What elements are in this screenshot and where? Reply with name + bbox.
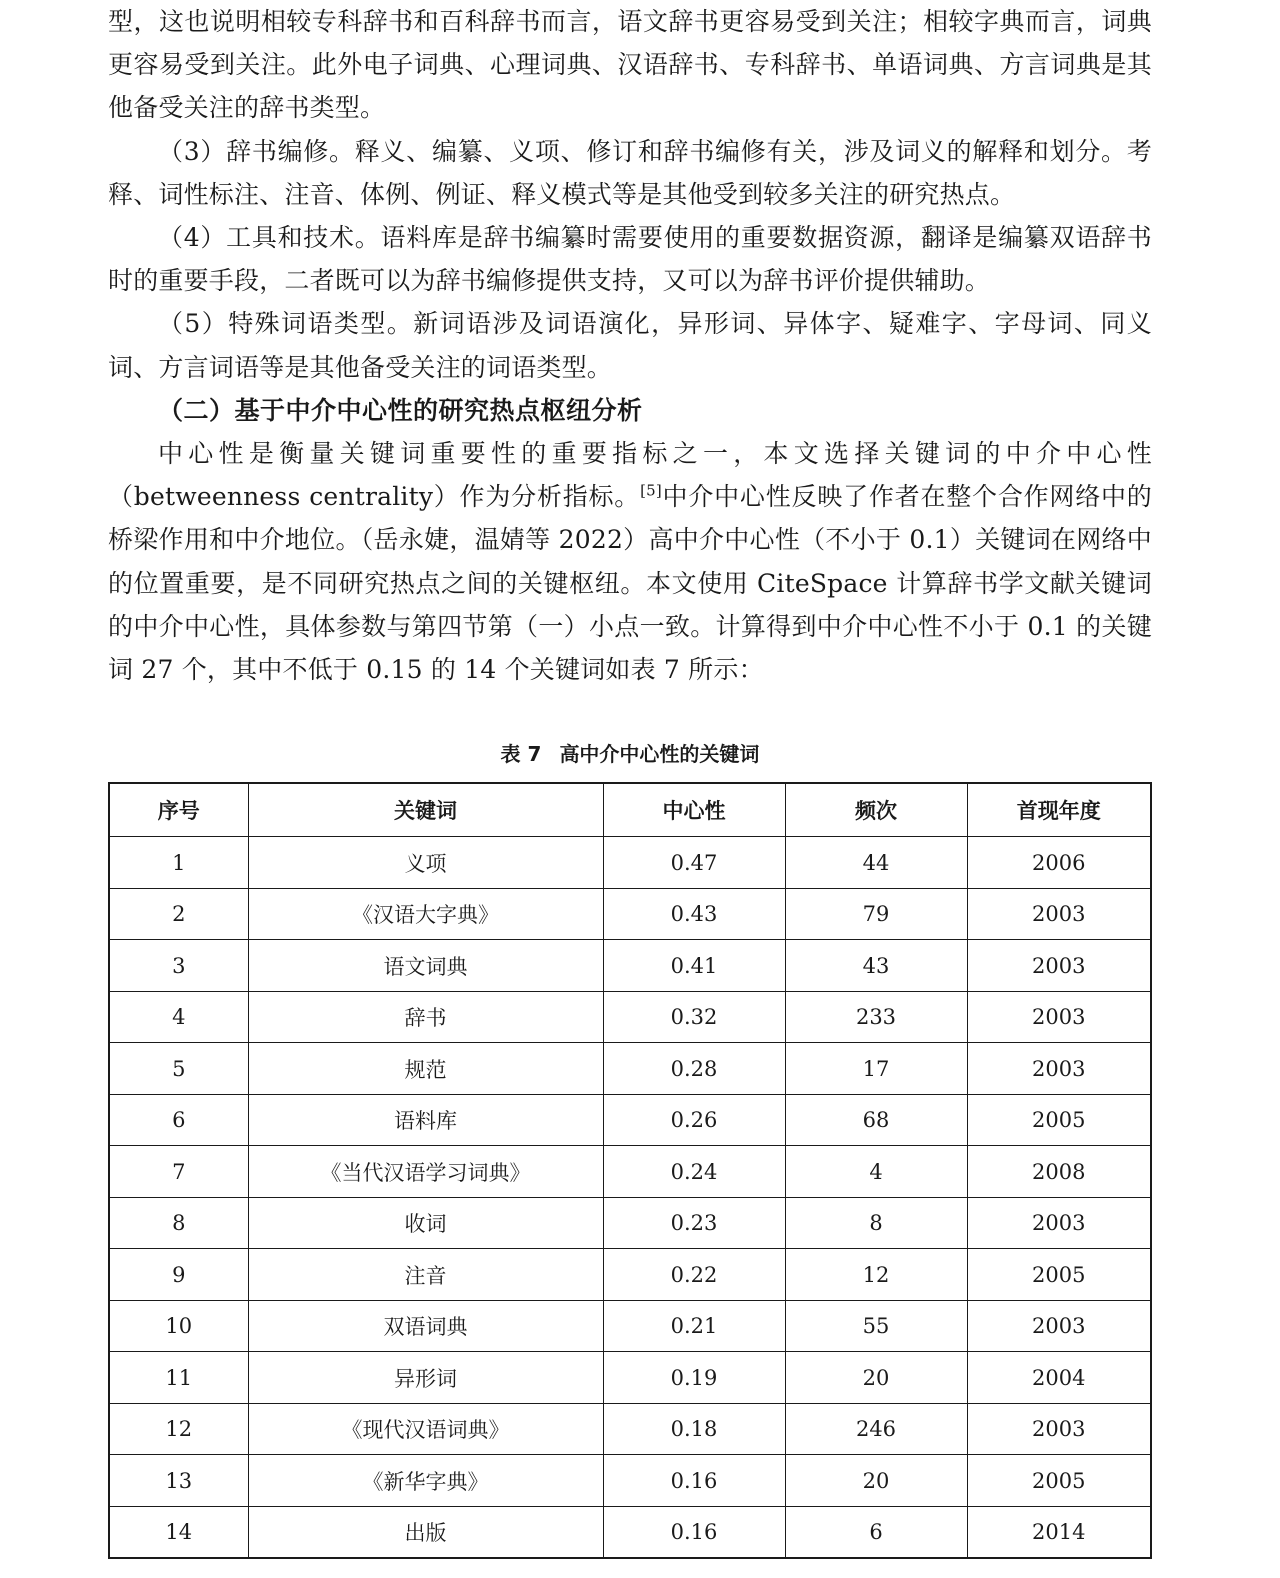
cell-index: 10 (109, 1300, 248, 1352)
cell-first-year: 2003 (967, 991, 1151, 1043)
cell-centrality: 0.21 (603, 1300, 785, 1352)
cell-centrality: 0.41 (603, 940, 785, 992)
cell-keyword: 出版 (248, 1506, 603, 1558)
cell-first-year: 2003 (967, 888, 1151, 940)
cell-index: 11 (109, 1352, 248, 1404)
cell-centrality: 0.43 (603, 888, 785, 940)
table-row (109, 888, 1151, 940)
cell-centrality: 0.28 (603, 1043, 785, 1095)
cell-frequency: 68 (785, 1094, 967, 1146)
table-row (109, 940, 1151, 992)
table-row (109, 1249, 1151, 1301)
paragraph-5-part-1: 中心性是衡量关键词重要性的重要指标之一，本文选择关键词的中介中心性（betweenness centrality）作为分析指标。 (108, 439, 1152, 512)
cell-frequency: 43 (785, 940, 967, 992)
cell-index: 12 (109, 1403, 248, 1455)
cell-index: 14 (109, 1506, 248, 1558)
paper-page (108, 0, 1152, 1559)
header-keyword: 关键词 (248, 783, 603, 837)
cell-first-year: 2005 (967, 1249, 1151, 1301)
cell-keyword: 义项 (248, 837, 603, 889)
cell-index: 8 (109, 1197, 248, 1249)
cell-keyword: 语料库 (248, 1094, 603, 1146)
cell-centrality: 0.23 (603, 1197, 785, 1249)
table-row (109, 1197, 1151, 1249)
table-row (109, 1506, 1151, 1558)
cell-keyword: 双语词典 (248, 1300, 603, 1352)
cell-keyword: 注音 (248, 1249, 603, 1301)
table-row (109, 991, 1151, 1043)
cell-index: 7 (109, 1146, 248, 1198)
cell-first-year: 2004 (967, 1352, 1151, 1404)
cell-index: 6 (109, 1094, 248, 1146)
header-first-year: 首现年度 (967, 783, 1151, 837)
table-row (109, 1403, 1151, 1455)
cell-keyword: 异形词 (248, 1352, 603, 1404)
citation-marker: [5] (640, 481, 662, 500)
cell-frequency: 20 (785, 1352, 967, 1404)
cell-frequency: 8 (785, 1197, 967, 1249)
cell-index: 9 (109, 1249, 248, 1301)
cell-frequency: 246 (785, 1403, 967, 1455)
body-paragraph-2: （3）辞书编修。释义、编纂、义项、修订和辞书编修有关，涉及词义的解释和划分。考释、词性标注、注音、体例、例证、释义模式等是其他受到较多关注的研究热点。 (108, 136, 1152, 209)
cell-first-year: 2006 (967, 837, 1151, 889)
cell-first-year: 2003 (967, 1403, 1151, 1455)
section-heading: （二）基于中介中心性的研究热点枢纽分析 (158, 395, 643, 425)
header-frequency: 频次 (785, 783, 967, 837)
cell-first-year: 2008 (967, 1146, 1151, 1198)
cell-centrality: 0.24 (603, 1146, 785, 1198)
cell-frequency: 233 (785, 991, 967, 1043)
header-index: 序号 (109, 783, 248, 837)
cell-keyword: 收词 (248, 1197, 603, 1249)
table-caption (108, 740, 1152, 768)
cell-index: 2 (109, 888, 248, 940)
cell-centrality: 0.22 (603, 1249, 785, 1301)
table-header-row (109, 783, 1151, 837)
table-row (109, 837, 1151, 889)
cell-keyword: 《新华字典》 (248, 1455, 603, 1507)
body-paragraph-4: （5）特殊词语类型。新词语涉及词语演化，异形词、异体字、疑难字、字母词、同义词、方言词语等是其他备受关注的词语类型。 (108, 309, 1152, 382)
cell-first-year: 2003 (967, 1197, 1151, 1249)
cell-centrality: 0.16 (603, 1455, 785, 1507)
table-caption-title: 高中介中心性的关键词 (559, 742, 760, 767)
cell-frequency: 20 (785, 1455, 967, 1507)
cell-keyword: 辞书 (248, 991, 603, 1043)
table-row (109, 1043, 1151, 1095)
cell-frequency: 79 (785, 888, 967, 940)
cell-frequency: 12 (785, 1249, 967, 1301)
cell-keyword: 语文词典 (248, 940, 603, 992)
cell-first-year: 2014 (967, 1506, 1151, 1558)
header-centrality: 中心性 (603, 783, 785, 837)
table-caption-number: 表 7 (500, 742, 542, 767)
cell-frequency: 17 (785, 1043, 967, 1095)
cell-first-year: 2005 (967, 1455, 1151, 1507)
cell-frequency: 55 (785, 1300, 967, 1352)
cell-frequency: 4 (785, 1146, 967, 1198)
cell-centrality: 0.18 (603, 1403, 785, 1455)
cell-centrality: 0.47 (603, 837, 785, 889)
cell-first-year: 2005 (967, 1094, 1151, 1146)
table-row (109, 1300, 1151, 1352)
cell-centrality: 0.19 (603, 1352, 785, 1404)
cell-first-year: 2003 (967, 940, 1151, 992)
cell-index: 4 (109, 991, 248, 1043)
cell-centrality: 0.26 (603, 1094, 785, 1146)
cell-index: 1 (109, 837, 248, 889)
body-paragraph-5 (108, 432, 1152, 691)
cell-centrality: 0.16 (603, 1506, 785, 1558)
paragraph-5-part-2: 中介中心性反映了作者在整个合作网络中的桥梁作用和中介地位。（岳永婕，温婧等 2022）高中介中心性（不小于 0.1）关键词在网络中的位置重要，是不同研究热点之间的关键枢纽。本文使用 CiteSpace 计算辞书学文献关键词的中介中心性，具体参数与第四节第（一）小点一致。计算得到中介中心性不小于 0.1 的关键词 27 个，其中不低于 0.15 的 14 个关键词如表 7 所示： (108, 482, 1152, 685)
cell-index: 3 (109, 940, 248, 992)
cell-keyword: 《当代汉语学习词典》 (248, 1146, 603, 1198)
keyword-centrality-table (108, 782, 1152, 1559)
body-paragraph-3: （4）工具和技术。语料库是辞书编纂时需要使用的重要数据资源，翻译是编纂双语辞书时的重要手段，二者既可以为辞书编修提供支持，又可以为辞书评价提供辅助。 (108, 223, 1152, 296)
cell-index: 5 (109, 1043, 248, 1095)
cell-index: 13 (109, 1455, 248, 1507)
cell-first-year: 2003 (967, 1300, 1151, 1352)
cell-frequency: 6 (785, 1506, 967, 1558)
cell-keyword: 《现代汉语词典》 (248, 1403, 603, 1455)
table-row (109, 1352, 1151, 1404)
cell-first-year: 2003 (967, 1043, 1151, 1095)
table-body (109, 837, 1151, 1559)
cell-keyword: 规范 (248, 1043, 603, 1095)
table-row (109, 1146, 1151, 1198)
body-paragraph-1: 型，这也说明相较专科辞书和百科辞书而言，语文辞书更容易受到关注；相较字典而言，词典更容易受到关注。此外电子词典、心理词典、汉语辞书、专科辞书、单语词典、方言词典是其他备受关注的辞书类型。 (108, 7, 1152, 123)
cell-frequency: 44 (785, 837, 967, 889)
table-row (109, 1455, 1151, 1507)
cell-keyword: 《汉语大字典》 (248, 888, 603, 940)
table-row (109, 1094, 1151, 1146)
cell-centrality: 0.32 (603, 991, 785, 1043)
